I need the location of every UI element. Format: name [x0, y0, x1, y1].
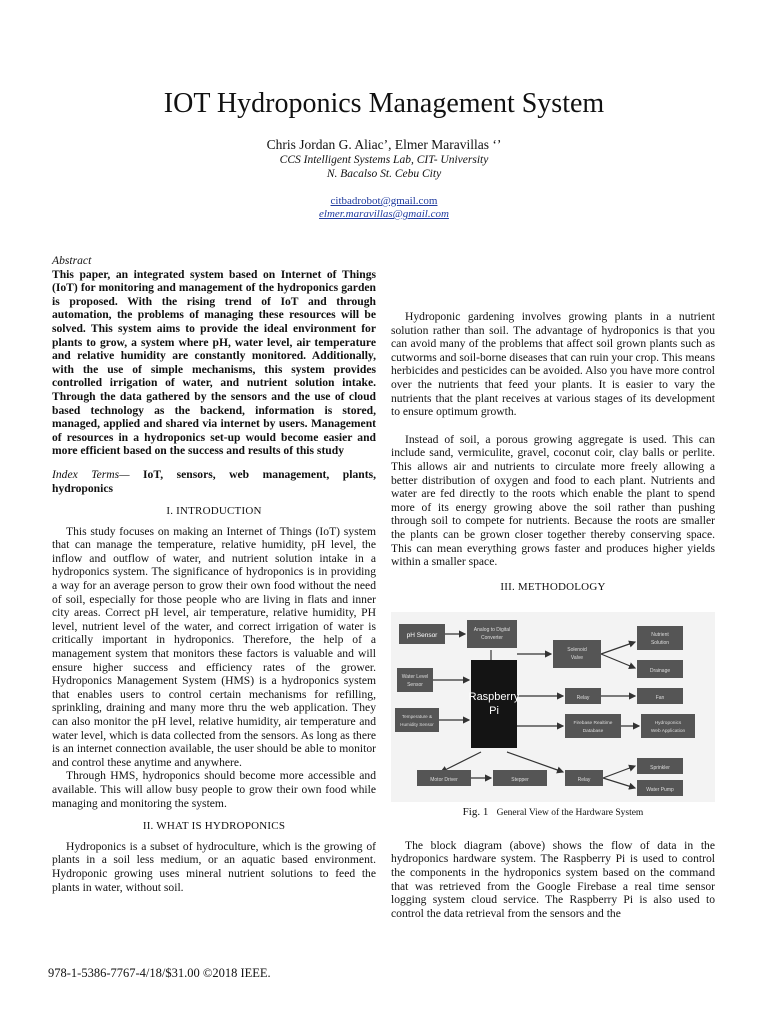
sprinkler-block: [637, 758, 683, 774]
nutrient-label-2: Solution: [650, 640, 670, 647]
stepper-label: Stepper: [511, 777, 529, 784]
introduction-paragraph-1: This study focuses on making an Internet of Things (IoT) system that can manage the temperature, relative humidity, pH level, the inflow and outflow of water, and nutrient solution intake in a hydroponics system. The significance of hydroponics is in providing a way for an average person to grow their own food without the need of soil, especially for those people who are living in flats and inner city areas. Correct pH level, air temperature, relative humidity, PH level, nutrient level of the water, and correct irrigation of water is critically important in hydroponics. Therefore, the help of a management system that monitors these factors is valuable and will ensure higher success and efficiency rates of the grower. Hydroponics Management System (HMS) is a hydroponics system that enables users to control certain mechanisms for refilling, sprinkling, draining and many more thru the web application. They can also monitor the pH level, relative humidity, air temperature and water level, which is data collected from the sensors. As long as there is an internet connection available, the user should be able to monitor and control these anytime and anywhere.: [52, 524, 376, 769]
relay-top-block: [565, 688, 601, 704]
relay-bottom-label: Relay: [577, 777, 591, 784]
section-heading-introduction: I. INTRODUCTION: [166, 505, 262, 518]
index-terms-label: Index Terms: [52, 467, 120, 481]
hydroponics-paragraph-1: Hydroponics is a subset of hydroculture, which is the growing of plants in a soil less medium, or an aquatic based environment. Hydroponic growing uses mineral nutrient solutions to feed the plants in water, without soil.: [52, 839, 376, 894]
water-level-label-1: Water Level: [401, 674, 429, 681]
copyright-footer: 978-1-5386-7767-4/18/$31.00 ©2018 IEEE.: [48, 966, 271, 980]
ph-sensor-block: [399, 624, 445, 644]
paper-title: IOT Hydroponics Management System: [163, 88, 605, 119]
email-link-2[interactable]: elmer.maravillas@gmail.com: [319, 208, 449, 220]
relay-bottom-block: [565, 770, 603, 786]
methodology-paragraph-1: The block diagram (above) shows the flow of data in the hydroponics hardware system. The Raspberry Pi is used to control the components in the hydroponics system based on the command that was retrieved from the Google Firebase a real time sensor logging system cloud service. The Raspberry Pi is also used to control the data retrieval from the sensors and the: [391, 838, 715, 920]
webapp-label-1: Hydroponics: [654, 721, 682, 727]
adc-label-2: Converter: [481, 635, 503, 642]
adc-label-1: Analog to Digital: [473, 627, 511, 634]
solenoid-label-1: Solenoid: [567, 647, 587, 654]
right-column: [391, 254, 715, 920]
block-diagram-svg: [391, 612, 715, 802]
index-terms-dash: —: [119, 467, 144, 481]
drainage-block: [637, 660, 683, 678]
stepper-block: [493, 770, 547, 786]
figure-caption-label: Fig. 1: [462, 806, 489, 819]
nutrient-solution-block: [637, 626, 683, 650]
raspberry-pi-block: [469, 660, 520, 748]
water-pump-block: [637, 780, 683, 796]
temp-label-1: Temperature &: [401, 714, 433, 720]
index-terms-values: IoT, sensors, web management, plants, hydroponics: [52, 467, 376, 495]
affiliation-line-2: N. Bacalso St. Cebu City: [326, 168, 442, 180]
raspberry-pi-label-2: Pi: [489, 705, 499, 718]
affiliation-line-1: CCS Intelligent Systems Lab, CIT- University: [279, 154, 489, 166]
nutrient-label-1: Nutrient: [651, 632, 669, 639]
figure-caption-text: General View of the Hardware System: [496, 808, 644, 819]
hydroponics-paragraph-3: Instead of soil, a porous growing aggregate is used. This can include sand, vermiculite, gravel, coconut coir, clay balls or perlite. This allows air and nutrients to circulate more freely allowing a better distribution of oxygen and food to each plant. Nutrients and water are fed directly to the roots which enable the plant to spend more of its energy growing above the soil rather than pushing through soil to compete for nutrients. Because the roots are smaller the plants can be grown closer together thereby conserving space. This can mean everything grows faster and produces higher yields within a smaller space.: [391, 432, 715, 569]
left-column: [52, 254, 376, 894]
relay-top-label: Relay: [576, 695, 590, 702]
section-heading-methodology: III. METHODOLOGY: [500, 580, 606, 593]
motor-driver-block: [417, 770, 471, 786]
webapp-label-2: Web Application: [650, 729, 686, 735]
hydroponics-paragraph-2: Hydroponic gardening involves growing plants in a nutrient solution rather than soil. The advantage of hydroponics is that you can avoid many of the problems that affect soil grown plants such as cutworms and soil-borne diseases that can ruin your crop. This means herbicides and pesticides can be avoided. Also you have more control over the nutrients that feed your plants. It is easier to vary the nutrients that the plant receives at various stages of its development to ensure optimum growth.: [391, 310, 715, 419]
sprinkler-label: Sprinkler: [650, 765, 670, 772]
firebase-label-1: Firebase Realtime: [573, 721, 613, 727]
index-terms: [52, 468, 376, 495]
firebase-database-block: [565, 714, 621, 738]
hardware-block-diagram: [391, 612, 715, 802]
ph-sensor-label: pH Sensor: [406, 632, 438, 640]
email-link-1[interactable]: citbadrobot@gmail.com: [330, 195, 438, 207]
authors: Chris Jordan G. Aliac’, Elmer Maravillas ‘’: [266, 137, 502, 152]
motor-driver-label: Motor Driver: [430, 777, 458, 784]
abstract-text: This paper, an integrated system based on Internet of Things (IoT) for monitoring and management of the hydroponics garden is proposed. With the rising trend of IoT and through automation, the problems of managing these resources will be solved. This system aims to provide the ideal environment for plants to grow, a system where pH, water level, air temperature and relative humidity are constantly monitored. Additionally, with the use of simple mechanisms, this system provides controlled irrigation of water, and nutrient solution intake. Through the data gathered by the sensors and the use of cloud based technology as the backend, information is stored, managed, applied and shared via internet by users. Management of resources in a hydroponics set-up would become easier and more efficient based on the success and results of this study: [52, 267, 376, 458]
fan-label: Fan: [655, 695, 665, 702]
water-pump-label: Water Pump: [646, 787, 674, 794]
temperature-humidity-sensor-block: [395, 708, 439, 732]
web-application-block: [641, 714, 695, 738]
drainage-label: Drainage: [649, 668, 671, 675]
introduction-paragraph-2: Through HMS, hydroponics should become more accessible and available. This will allow busy people to grow their own food while managing and monitoring the system.: [52, 769, 376, 810]
temp-label-2: Humidity Sensor: [400, 722, 434, 728]
adc-block: [467, 620, 517, 648]
water-level-sensor-block: [397, 668, 433, 692]
water-level-label-2: Sensor: [407, 682, 423, 689]
figure-caption: [391, 806, 715, 821]
raspberry-pi-label-1: Raspberry: [468, 691, 520, 704]
solenoid-valve-block: [553, 640, 601, 668]
firebase-label-2: Database: [582, 729, 604, 735]
fan-block: [637, 688, 683, 704]
abstract-label: Abstract: [52, 254, 92, 267]
solenoid-label-2: Valve: [570, 655, 584, 662]
section-heading-hydroponics: II. WHAT IS HYDROPONICS: [142, 820, 286, 833]
